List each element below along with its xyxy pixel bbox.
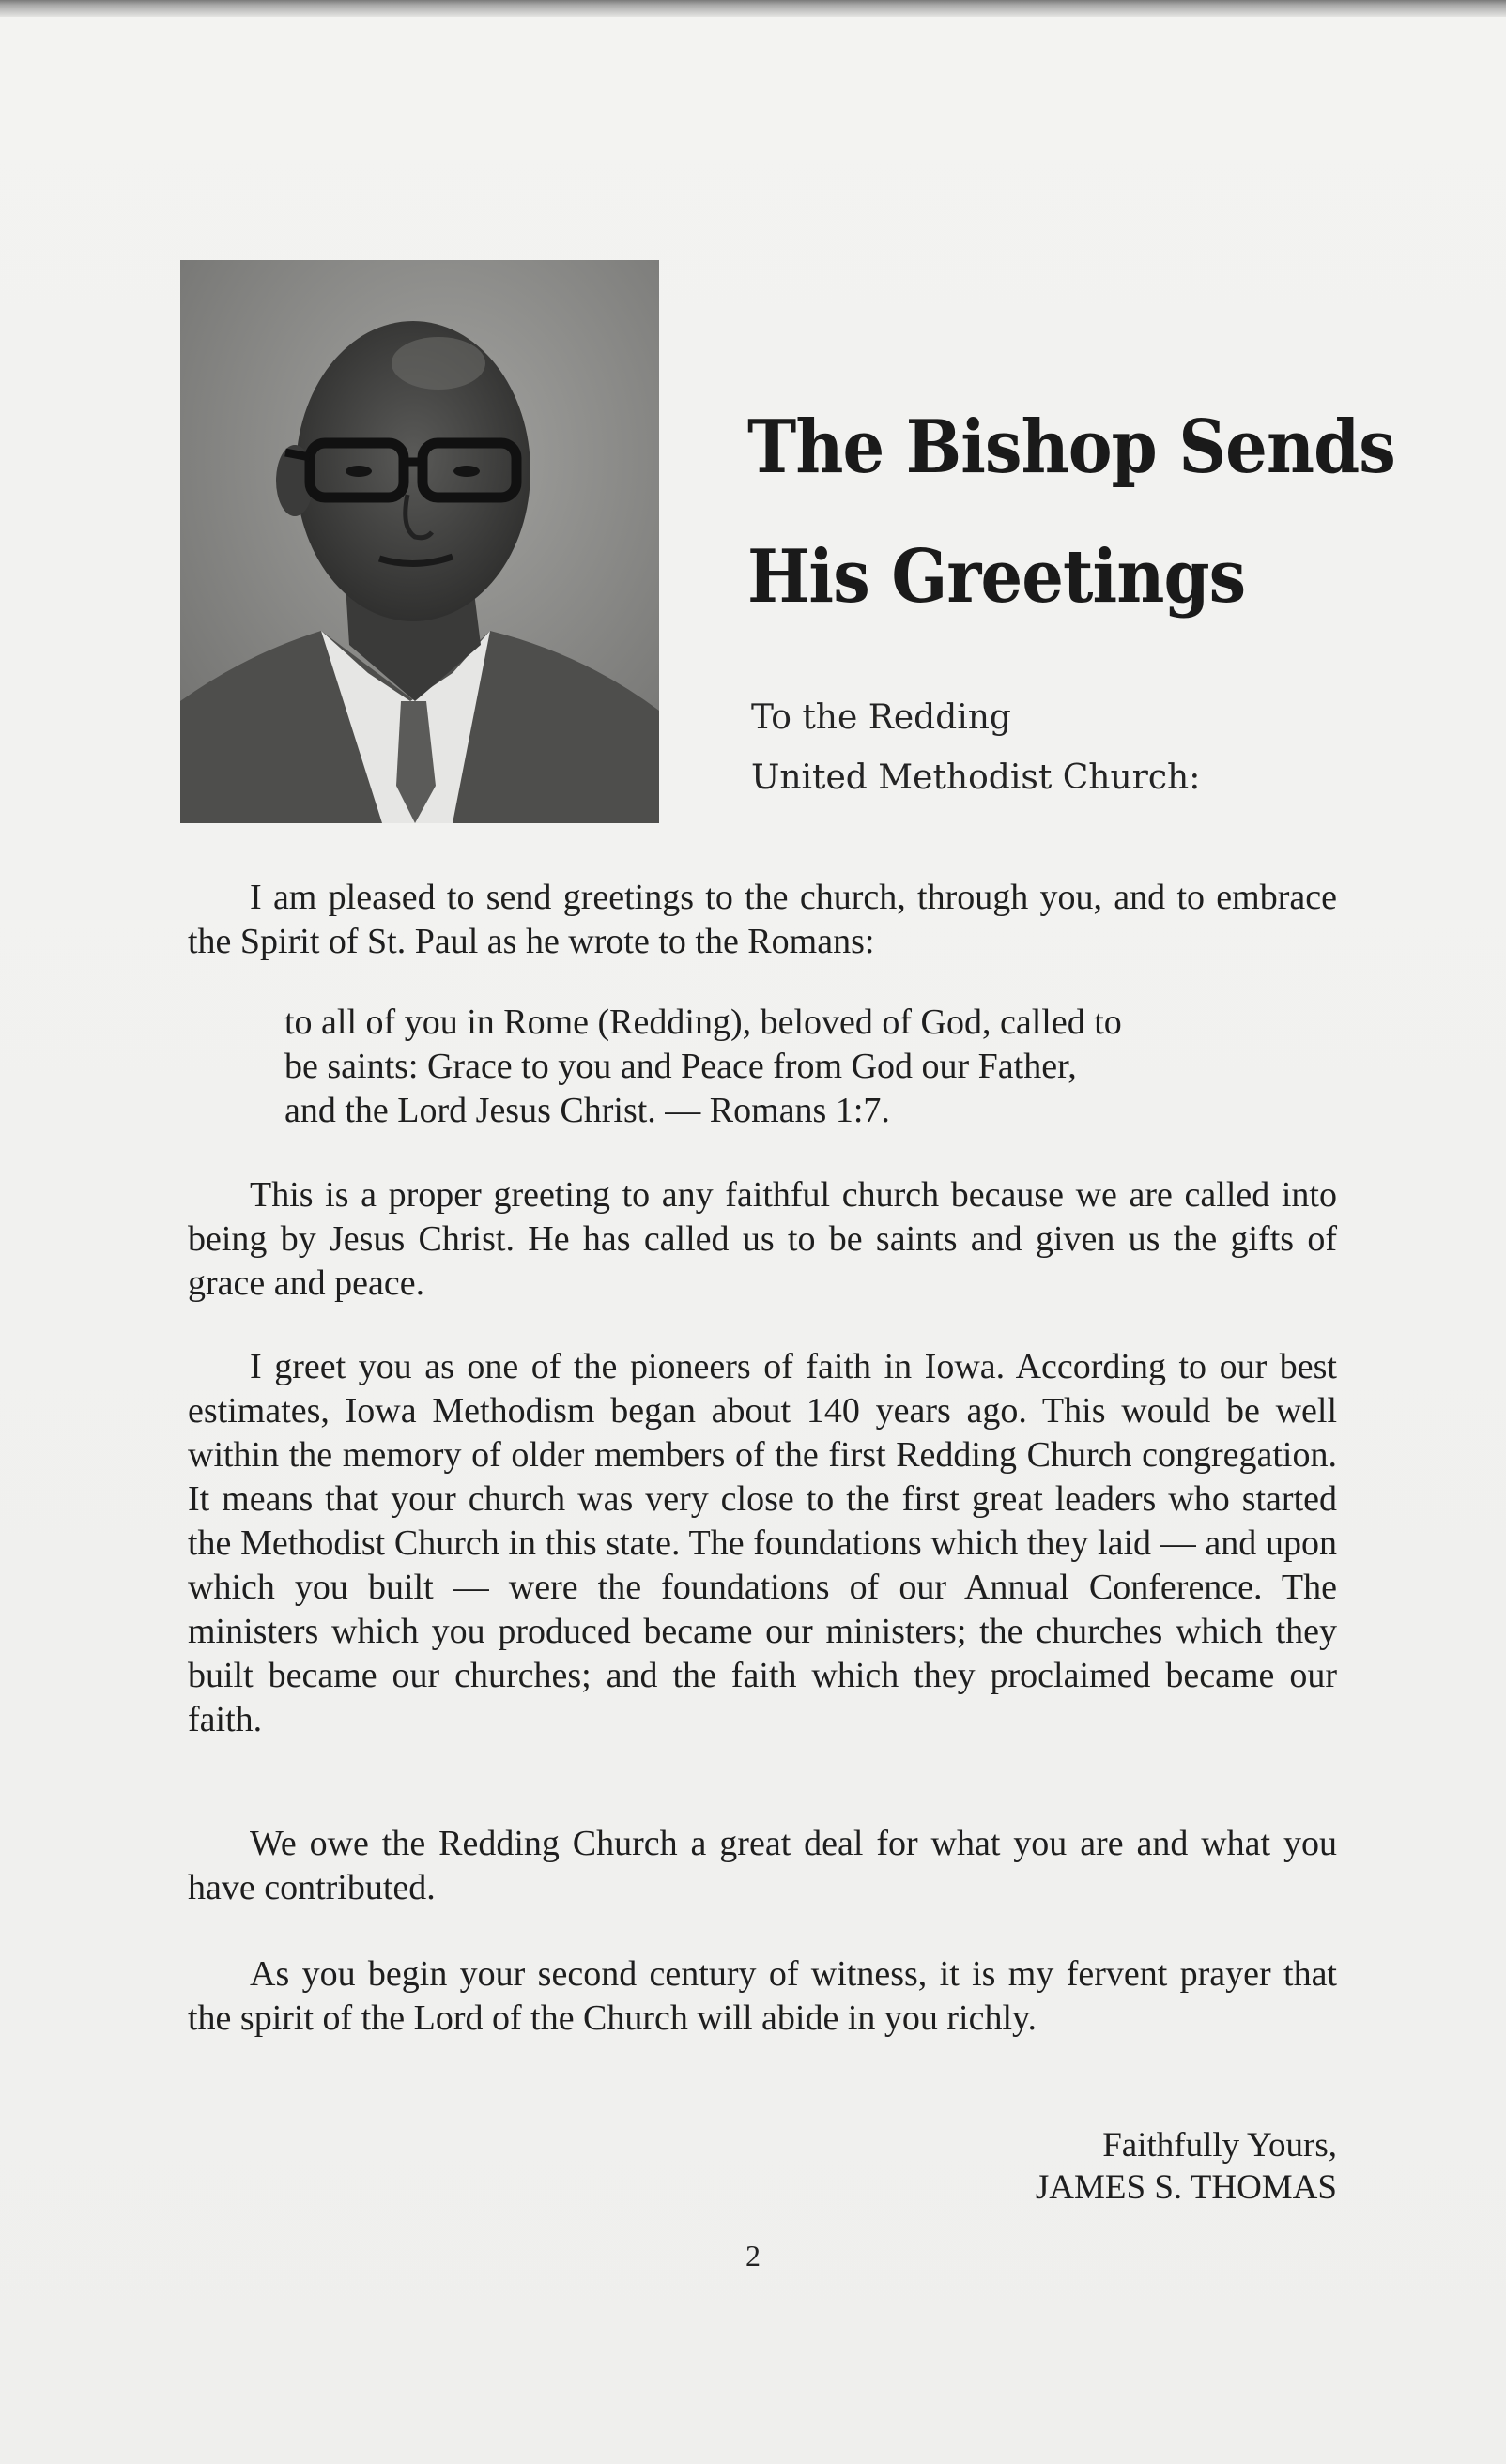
paragraph-1: I am pleased to send greetings to the church, through you, and to embrace the Spirit of St. Paul as he wrote to the Romans: <box>188 878 1337 961</box>
page-top-edge <box>0 0 1506 17</box>
quote-line-2: be saints: Grace to you and Peace from God our Father, <box>284 1047 1077 1086</box>
letter-closing <box>1036 2124 1337 2209</box>
portrait-photo <box>180 260 659 823</box>
quote-line-1: to all of you in Rome (Redding), beloved of God, called to <box>284 1002 1122 1042</box>
salutation-line-1: To the Redding <box>751 698 1011 737</box>
paragraph-5: As you begin your second century of witness, it is my fervent prayer that the spirit of the Lord of the Church will abide in you richly. <box>188 1954 1337 2038</box>
scripture-quote <box>284 1001 1261 1133</box>
page-title <box>747 383 1395 642</box>
page-number: 2 <box>745 2239 761 2273</box>
salutation-line-2: United Methodist Church: <box>751 758 1201 797</box>
paragraph-2: This is a proper greeting to any faithful church because we are called into being by Jesus Christ. He has called us to be saints and given us the gifts of grace and peace. <box>188 1175 1337 1303</box>
title-line-2: His Greetings <box>747 534 1246 620</box>
title-line-1: The Bishop Sends <box>747 405 1395 490</box>
salutation <box>751 688 1200 808</box>
quote-line-3: and the Lord Jesus Christ. — Romans 1:7. <box>284 1091 890 1130</box>
signature: JAMES S. THOMAS <box>1035 2168 1337 2207</box>
paragraph-3: I greet you as one of the pioneers of faith in Iowa. According to our best estimates, Iowa Methodism began about 140 years ago. This would be well within the memory of older members of the first Redding Church congregation. It means that your church was very close to the first great leaders who started the Methodist Church in this state. The foundations which they laid — and upon which you built — were the foundations of our Annual Conference. The ministers which you produced became our ministers; the churches which they built became our churches; and the faith which they proclaimed became our faith. <box>188 1347 1337 1739</box>
valediction: Faithfully Yours, <box>1102 2126 1337 2165</box>
paragraph-4: We owe the Redding Church a great deal for what you are and what you have contributed. <box>188 1824 1337 1907</box>
